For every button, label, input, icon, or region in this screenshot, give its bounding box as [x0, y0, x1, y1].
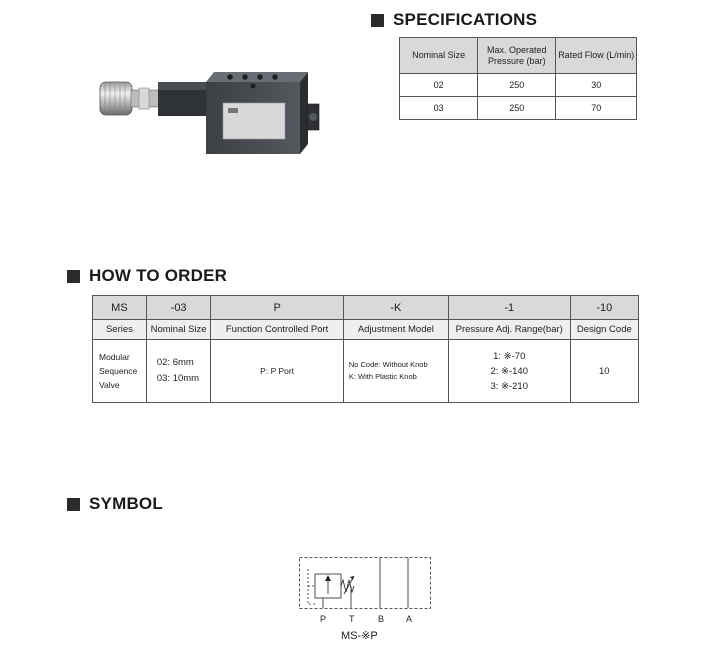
desc-line: 3: ※-210 [490, 380, 528, 392]
spec-cell: 02 [400, 74, 478, 97]
order-code-row [93, 296, 639, 320]
hydraulic-symbol-diagram [298, 556, 433, 618]
adjustment-description [343, 340, 448, 403]
code-cell: -K [343, 296, 448, 320]
desc-line: No Code: Without Knob [348, 360, 428, 369]
port-label-a: A [406, 614, 413, 624]
series-description [93, 340, 147, 403]
symbol-caption: MS-※P [341, 630, 378, 642]
order-table [92, 295, 639, 403]
desc-line: 02: 6mm [156, 357, 194, 368]
symbol-title: SYMBOL [89, 494, 163, 513]
code-cell: -10 [570, 296, 638, 320]
design-code-description: 10 [570, 340, 638, 403]
heading-cell: Adjustment Model [343, 320, 448, 340]
heading-cell: Function Controlled Port [211, 320, 343, 340]
code-cell: MS [93, 296, 147, 320]
heading-cell: Pressure Adj. Range(bar) [448, 320, 570, 340]
spec-cell: 250 [478, 74, 556, 97]
range-description [448, 340, 570, 403]
section-square-icon [67, 270, 80, 283]
desc-line: 2: ※-140 [490, 365, 528, 377]
code-cell: -1 [448, 296, 570, 320]
spec-cell: 250 [478, 97, 556, 120]
code-cell: P [211, 296, 343, 320]
specifications-title: SPECIFICATIONS [393, 10, 538, 29]
desc-line: Sequence [99, 366, 138, 376]
valve-product-image [95, 68, 327, 164]
how-to-order-heading [67, 266, 227, 286]
table-row [400, 97, 637, 120]
desc-line: 03: 10mm [156, 373, 200, 384]
desc-line: K: With Plastic Knob [348, 372, 417, 381]
table-row [400, 74, 637, 97]
specifications-table [399, 37, 637, 120]
section-square-icon [67, 498, 80, 511]
code-cell: -03 [146, 296, 211, 320]
heading-cell: Design Code [570, 320, 638, 340]
spec-header-cell: Max. Operated Pressure (bar) [478, 38, 556, 74]
spec-header-row [400, 38, 637, 74]
symbol-heading [67, 494, 163, 514]
spec-cell: 03 [400, 97, 478, 120]
spec-cell: 30 [556, 74, 637, 97]
spec-header-cell: Nominal Size [400, 38, 478, 74]
port-label-b: B [378, 614, 385, 624]
order-heading-row [93, 320, 639, 340]
desc-line: 1: ※-70 [493, 350, 526, 362]
desc-line: Valve [99, 380, 120, 390]
port-description: P: P Port [211, 340, 343, 403]
spec-header-cell: Rated Flow (L/min) [556, 38, 637, 74]
port-label-t: T [349, 614, 355, 624]
heading-cell: Series [93, 320, 147, 340]
spec-cell: 70 [556, 97, 637, 120]
section-square-icon [371, 14, 384, 27]
order-description-row [93, 340, 639, 403]
specifications-heading [371, 10, 537, 30]
desc-line: Modular [99, 352, 130, 362]
nominal-size-description [146, 340, 211, 403]
heading-cell: Nominal Size [146, 320, 211, 340]
port-label-p: P [320, 614, 327, 624]
how-to-order-title: HOW TO ORDER [89, 266, 228, 285]
